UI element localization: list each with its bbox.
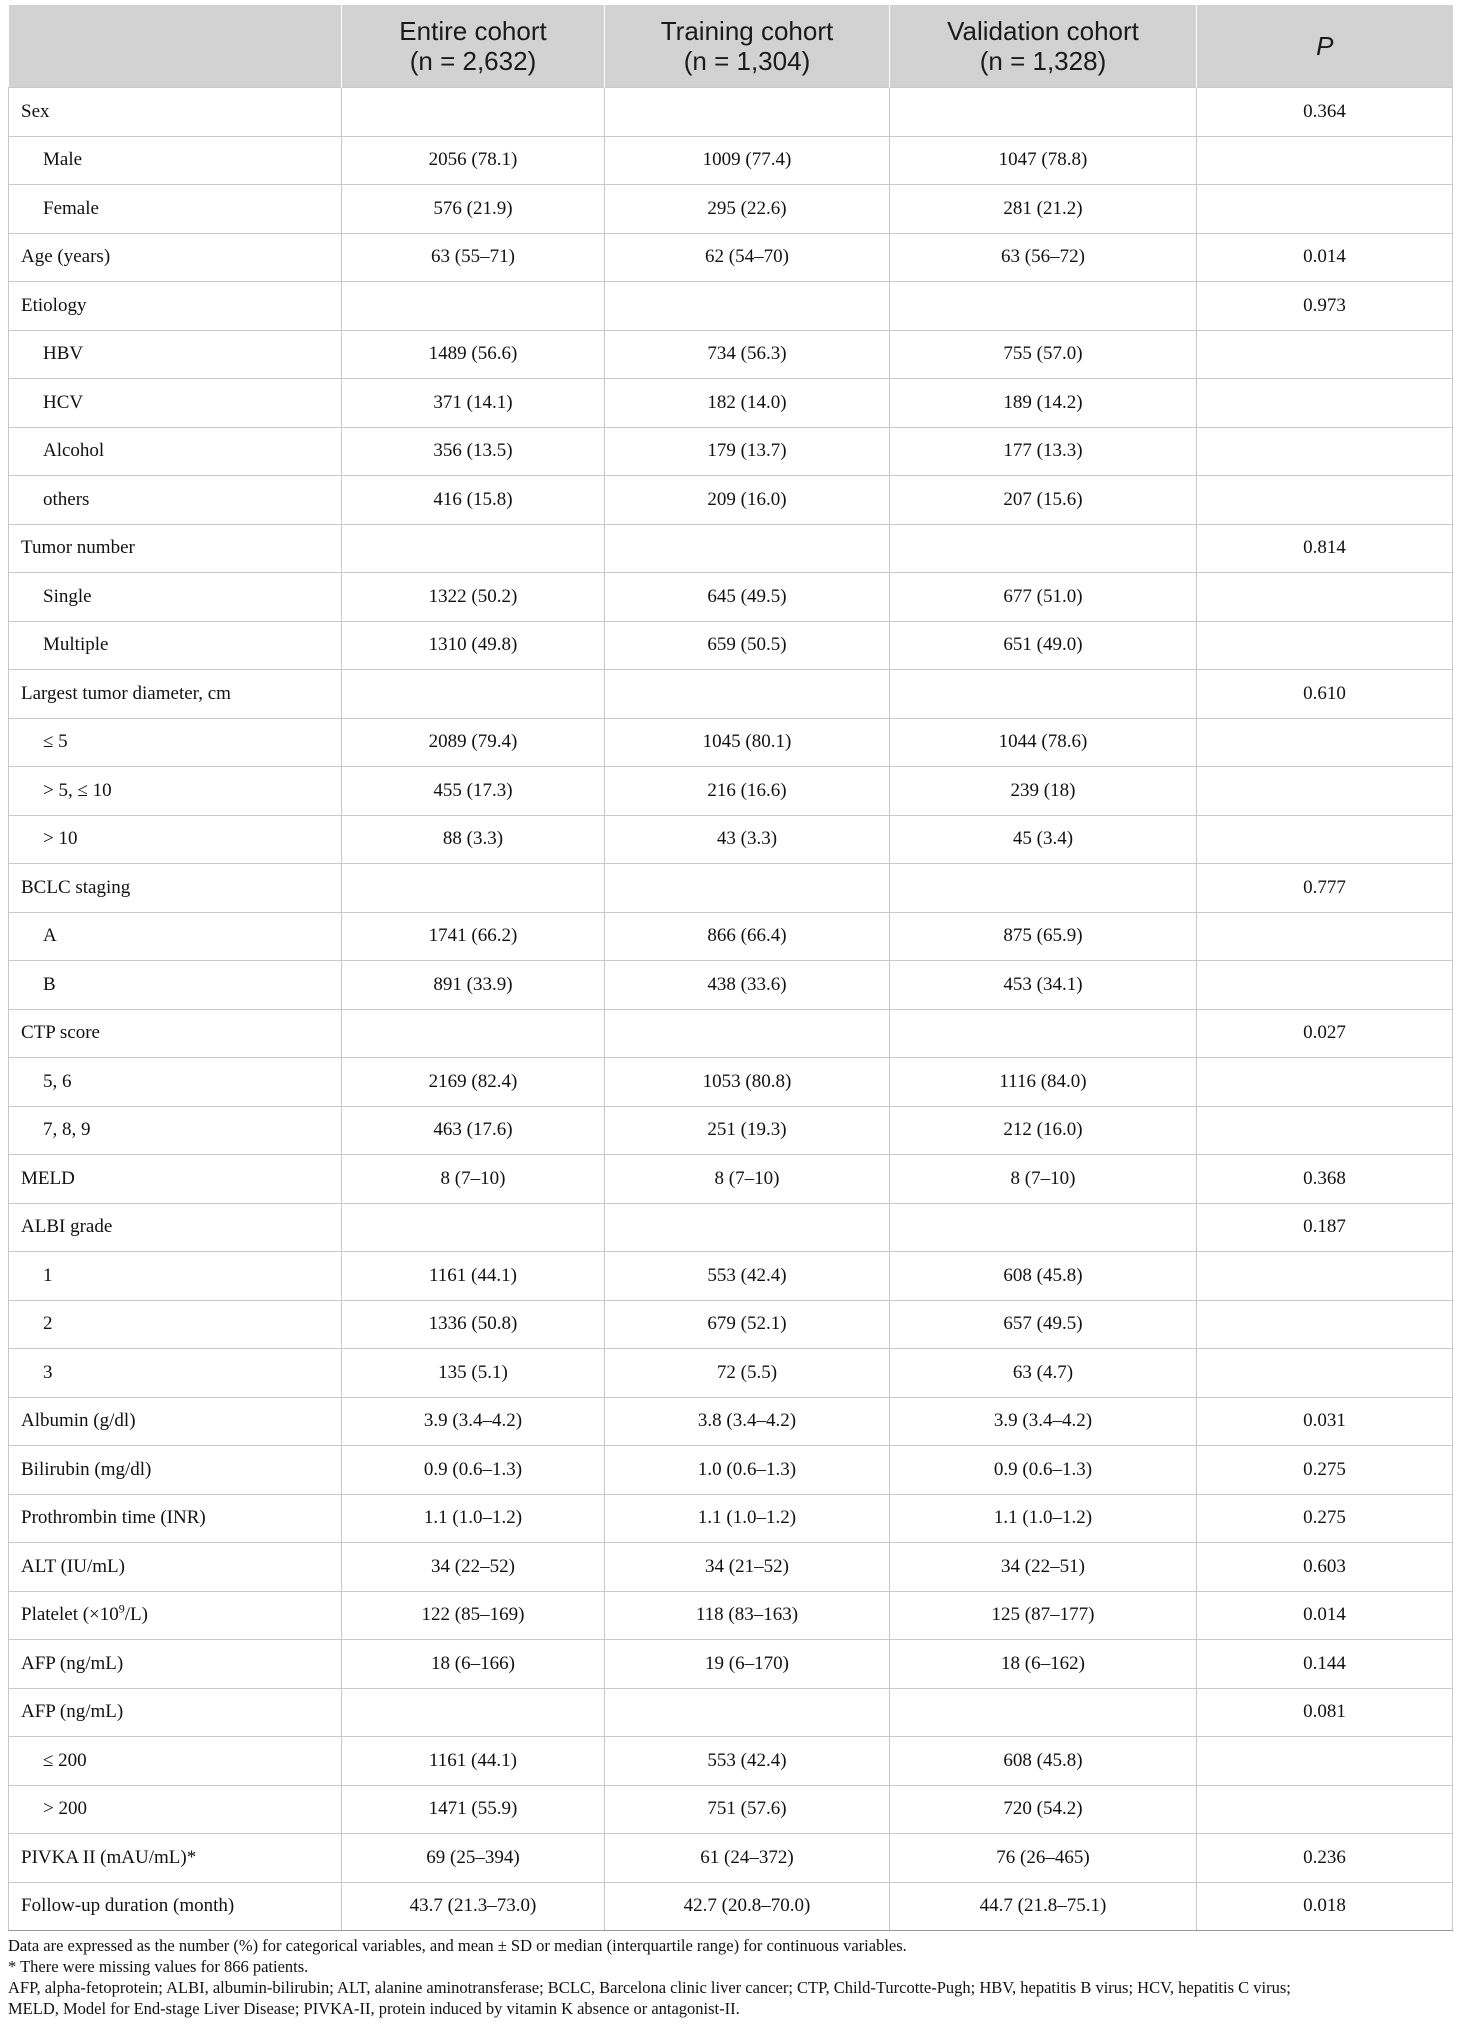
cell-training-cohort: 209 (16.0) (605, 476, 890, 525)
cell-p-value (1197, 961, 1453, 1010)
row-sublabel (9, 1106, 342, 1155)
header-training-cohort-title: Training cohort (660, 16, 834, 46)
table-row (9, 282, 1453, 331)
cell-training-cohort (605, 1688, 890, 1737)
cell-training-cohort: 1053 (80.8) (605, 1058, 890, 1107)
cell-validation-cohort: 177 (13.3) (890, 427, 1197, 476)
row-label-text: AFP (ng/mL) (21, 1701, 124, 1723)
cell-entire-cohort: 891 (33.9) (342, 961, 605, 1010)
table-row (9, 1349, 1453, 1398)
row-sublabel (9, 912, 342, 961)
row-label-text: B (43, 973, 56, 995)
cell-entire-cohort: 0.9 (0.6–1.3) (342, 1446, 605, 1495)
cell-p-value: 0.275 (1197, 1446, 1453, 1495)
row-label-text: AFP (ng/mL) (21, 1652, 124, 1674)
cell-validation-cohort (890, 1688, 1197, 1737)
baseline-characteristics-table-container (8, 5, 1452, 1931)
cell-p-value (1197, 815, 1453, 864)
cell-training-cohort: 182 (14.0) (605, 379, 890, 428)
row-label (9, 1882, 342, 1931)
row-label-text: 7, 8, 9 (43, 1119, 91, 1141)
baseline-characteristics-table (8, 5, 1453, 1931)
cell-entire-cohort: 88 (3.3) (342, 815, 605, 864)
row-label (9, 1688, 342, 1737)
table-row (9, 1252, 1453, 1301)
table-row (9, 621, 1453, 670)
row-label (9, 1543, 342, 1592)
cell-p-value (1197, 718, 1453, 767)
cell-validation-cohort (890, 1203, 1197, 1252)
cell-p-value: 0.368 (1197, 1155, 1453, 1204)
cell-training-cohort: 645 (49.5) (605, 573, 890, 622)
cell-validation-cohort: 1116 (84.0) (890, 1058, 1197, 1107)
cell-validation-cohort (890, 864, 1197, 913)
row-label (9, 1591, 342, 1640)
table-row (9, 1785, 1453, 1834)
cell-p-value (1197, 136, 1453, 185)
cell-validation-cohort: 608 (45.8) (890, 1737, 1197, 1786)
row-sublabel (9, 621, 342, 670)
cell-entire-cohort: 1161 (44.1) (342, 1252, 605, 1301)
header-p-value (1197, 5, 1453, 88)
row-label-text: Follow-up duration (month) (21, 1895, 235, 1917)
table-row (9, 330, 1453, 379)
row-label-text: 1 (43, 1264, 53, 1286)
cell-entire-cohort: 1161 (44.1) (342, 1737, 605, 1786)
cell-training-cohort: 251 (19.3) (605, 1106, 890, 1155)
row-label-text: Alcohol (43, 440, 105, 462)
row-sublabel (9, 1252, 342, 1301)
row-label-text: HCV (43, 391, 84, 413)
table-row (9, 718, 1453, 767)
cell-training-cohort (605, 864, 890, 913)
cell-training-cohort (605, 1009, 890, 1058)
table-row (9, 961, 1453, 1010)
table-footnotes (8, 1935, 1452, 2019)
cell-p-value (1197, 476, 1453, 525)
table-row (9, 136, 1453, 185)
table-row (9, 1543, 1453, 1592)
row-label (9, 524, 342, 573)
header-validation-cohort-n: (n = 1,328) (979, 46, 1107, 76)
row-label (9, 1397, 342, 1446)
header-entire-cohort-title: Entire cohort (399, 16, 547, 46)
cell-training-cohort (605, 1203, 890, 1252)
table-row (9, 427, 1453, 476)
cell-entire-cohort: 2169 (82.4) (342, 1058, 605, 1107)
cell-p-value (1197, 330, 1453, 379)
cell-training-cohort: 216 (16.6) (605, 767, 890, 816)
row-label-text: 5, 6 (43, 1070, 72, 1092)
row-sublabel (9, 330, 342, 379)
row-label (9, 1494, 342, 1543)
cell-validation-cohort: 207 (15.6) (890, 476, 1197, 525)
row-label-text: Albumin (g/dl) (21, 1410, 136, 1432)
row-label-text: CTP score (21, 1022, 100, 1044)
table-row (9, 864, 1453, 913)
cell-training-cohort: 751 (57.6) (605, 1785, 890, 1834)
cell-p-value: 0.275 (1197, 1494, 1453, 1543)
row-label-text: others (43, 488, 90, 510)
cell-training-cohort: 734 (56.3) (605, 330, 890, 379)
row-label (9, 1009, 342, 1058)
cell-validation-cohort: 63 (56–72) (890, 233, 1197, 282)
cell-validation-cohort: 720 (54.2) (890, 1785, 1197, 1834)
header-validation-cohort (890, 5, 1197, 88)
cell-training-cohort: 179 (13.7) (605, 427, 890, 476)
cell-training-cohort: 8 (7–10) (605, 1155, 890, 1204)
row-sublabel (9, 427, 342, 476)
cell-training-cohort (605, 524, 890, 573)
cell-p-value: 0.236 (1197, 1834, 1453, 1883)
cell-training-cohort: 118 (83–163) (605, 1591, 890, 1640)
cell-entire-cohort (342, 670, 605, 719)
cell-entire-cohort: 463 (17.6) (342, 1106, 605, 1155)
header-variable (9, 5, 342, 88)
cell-p-value: 0.014 (1197, 1591, 1453, 1640)
cell-training-cohort: 42.7 (20.8–70.0) (605, 1882, 890, 1931)
cell-entire-cohort: 1471 (55.9) (342, 1785, 605, 1834)
cell-validation-cohort: 189 (14.2) (890, 379, 1197, 428)
cell-validation-cohort: 34 (22–51) (890, 1543, 1197, 1592)
row-label-text: Etiology (21, 294, 87, 316)
cell-training-cohort: 679 (52.1) (605, 1300, 890, 1349)
cell-entire-cohort: 1310 (49.8) (342, 621, 605, 670)
cell-p-value: 0.018 (1197, 1882, 1453, 1931)
table-row (9, 1446, 1453, 1495)
cell-p-value (1197, 1349, 1453, 1398)
cell-validation-cohort: 608 (45.8) (890, 1252, 1197, 1301)
row-label-text: HBV (43, 343, 84, 365)
row-label-text: ALBI grade (21, 1216, 113, 1238)
row-sublabel (9, 476, 342, 525)
row-label (9, 88, 342, 137)
row-label (9, 233, 342, 282)
cell-validation-cohort (890, 670, 1197, 719)
cell-validation-cohort: 8 (7–10) (890, 1155, 1197, 1204)
cell-entire-cohort (342, 282, 605, 331)
footnote-abbreviations: AFP, alpha-fetoprotein; ALBI, albumin-bilirubin; ALT, alanine aminotransferase; BCLC, Barcelona clinic liver cancer; CTP, Child-Turcotte-Pugh; HBV, hepatitis B virus; HCV, hepatitis C virus; (8, 1978, 1291, 1997)
table-row (9, 1591, 1453, 1640)
cell-entire-cohort: 122 (85–169) (342, 1591, 605, 1640)
cell-entire-cohort (342, 1009, 605, 1058)
table-row (9, 476, 1453, 525)
header-training-cohort (605, 5, 890, 88)
row-sublabel (9, 573, 342, 622)
cell-validation-cohort: 45 (3.4) (890, 815, 1197, 864)
cell-entire-cohort: 3.9 (3.4–4.2) (342, 1397, 605, 1446)
table-row (9, 524, 1453, 573)
cell-validation-cohort (890, 88, 1197, 137)
cell-validation-cohort: 1044 (78.6) (890, 718, 1197, 767)
cell-training-cohort: 1045 (80.1) (605, 718, 890, 767)
cell-p-value (1197, 185, 1453, 234)
cell-validation-cohort (890, 524, 1197, 573)
cell-validation-cohort: 3.9 (3.4–4.2) (890, 1397, 1197, 1446)
table-row (9, 1737, 1453, 1786)
header-entire-cohort (342, 5, 605, 88)
cell-validation-cohort: 18 (6–162) (890, 1640, 1197, 1689)
cell-training-cohort: 61 (24–372) (605, 1834, 890, 1883)
cell-p-value: 0.144 (1197, 1640, 1453, 1689)
cell-validation-cohort: 1047 (78.8) (890, 136, 1197, 185)
cell-entire-cohort: 63 (55–71) (342, 233, 605, 282)
cell-entire-cohort: 576 (21.9) (342, 185, 605, 234)
cell-training-cohort: 553 (42.4) (605, 1252, 890, 1301)
cell-p-value (1197, 912, 1453, 961)
cell-training-cohort: 659 (50.5) (605, 621, 890, 670)
cell-training-cohort: 19 (6–170) (605, 1640, 890, 1689)
footnote-missing-values: * There were missing values for 866 patients. (8, 1957, 309, 1976)
cell-entire-cohort: 371 (14.1) (342, 379, 605, 428)
cell-validation-cohort: 0.9 (0.6–1.3) (890, 1446, 1197, 1495)
row-sublabel (9, 961, 342, 1010)
cell-training-cohort: 295 (22.6) (605, 185, 890, 234)
cell-training-cohort: 72 (5.5) (605, 1349, 890, 1398)
cell-p-value: 0.814 (1197, 524, 1453, 573)
cell-entire-cohort (342, 864, 605, 913)
row-label-text: Largest tumor diameter, cm (21, 682, 231, 704)
cell-validation-cohort: 657 (49.5) (890, 1300, 1197, 1349)
cell-p-value (1197, 621, 1453, 670)
cell-validation-cohort: 281 (21.2) (890, 185, 1197, 234)
table-row (9, 767, 1453, 816)
cell-validation-cohort: 44.7 (21.8–75.1) (890, 1882, 1197, 1931)
cell-p-value: 0.187 (1197, 1203, 1453, 1252)
table-row (9, 1494, 1453, 1543)
cell-validation-cohort: 63 (4.7) (890, 1349, 1197, 1398)
cell-entire-cohort: 8 (7–10) (342, 1155, 605, 1204)
cell-entire-cohort: 34 (22–52) (342, 1543, 605, 1592)
row-label-text: ≤ 200 (43, 1749, 87, 1771)
row-label-text: 3 (43, 1361, 53, 1383)
table-row (9, 1397, 1453, 1446)
row-sublabel (9, 1349, 342, 1398)
row-label-text: > 200 (43, 1798, 87, 1820)
header-validation-cohort-title: Validation cohort (947, 16, 1139, 46)
cell-entire-cohort: 356 (13.5) (342, 427, 605, 476)
cell-p-value: 0.014 (1197, 233, 1453, 282)
row-label-text: 2 (43, 1313, 53, 1335)
table-row (9, 1640, 1453, 1689)
row-sublabel (9, 1300, 342, 1349)
cell-validation-cohort: 212 (16.0) (890, 1106, 1197, 1155)
cell-p-value (1197, 1737, 1453, 1786)
row-label-text: > 5, ≤ 10 (43, 779, 112, 801)
table-row (9, 1834, 1453, 1883)
cell-validation-cohort: 875 (65.9) (890, 912, 1197, 961)
cell-p-value: 0.027 (1197, 1009, 1453, 1058)
cell-p-value: 0.031 (1197, 1397, 1453, 1446)
row-label (9, 1203, 342, 1252)
cell-entire-cohort: 2089 (79.4) (342, 718, 605, 767)
table-row (9, 1882, 1453, 1931)
row-label (9, 670, 342, 719)
table-row (9, 670, 1453, 719)
cell-entire-cohort: 455 (17.3) (342, 767, 605, 816)
header-training-cohort-n: (n = 1,304) (683, 46, 811, 76)
cell-entire-cohort (342, 1688, 605, 1737)
row-label-superscript: 9 (118, 1601, 125, 1616)
row-label-text: ALT (IU/mL) (21, 1555, 125, 1577)
cell-validation-cohort: 651 (49.0) (890, 621, 1197, 670)
cell-p-value (1197, 1300, 1453, 1349)
cell-training-cohort: 1009 (77.4) (605, 136, 890, 185)
cell-entire-cohort: 1741 (66.2) (342, 912, 605, 961)
row-label-text: Multiple (43, 634, 109, 656)
cell-training-cohort: 62 (54–70) (605, 233, 890, 282)
cell-validation-cohort: 76 (26–465) (890, 1834, 1197, 1883)
row-label (9, 1155, 342, 1204)
row-sublabel (9, 136, 342, 185)
row-label-text: Prothrombin time (INR) (21, 1507, 206, 1529)
table-row (9, 1009, 1453, 1058)
cell-training-cohort: 34 (21–52) (605, 1543, 890, 1592)
table-row (9, 379, 1453, 428)
cell-p-value (1197, 767, 1453, 816)
row-label (9, 1640, 342, 1689)
cell-p-value (1197, 427, 1453, 476)
cell-entire-cohort (342, 524, 605, 573)
table-row (9, 1203, 1453, 1252)
table-body (9, 88, 1453, 1931)
row-label-text: Single (43, 585, 92, 607)
header-entire-cohort-n: (n = 2,632) (409, 46, 537, 76)
cell-p-value (1197, 379, 1453, 428)
table-row (9, 1058, 1453, 1107)
table-header-row (9, 5, 1453, 88)
row-label-text: BCLC staging (21, 876, 131, 898)
cell-entire-cohort: 416 (15.8) (342, 476, 605, 525)
row-label-text: PIVKA II (mAU/mL)* (21, 1846, 197, 1868)
row-sublabel (9, 718, 342, 767)
row-label (9, 1446, 342, 1495)
row-label (9, 864, 342, 913)
cell-validation-cohort: 239 (18) (890, 767, 1197, 816)
cell-p-value: 0.973 (1197, 282, 1453, 331)
cell-p-value (1197, 1785, 1453, 1834)
row-label-text: Tumor number (21, 537, 135, 559)
row-sublabel (9, 1058, 342, 1107)
row-label-text: MELD (21, 1167, 75, 1189)
table-row (9, 185, 1453, 234)
row-label-text: Platelet (×10 (21, 1604, 119, 1626)
table-row (9, 233, 1453, 282)
cell-validation-cohort: 755 (57.0) (890, 330, 1197, 379)
cell-entire-cohort: 1322 (50.2) (342, 573, 605, 622)
cell-training-cohort: 438 (33.6) (605, 961, 890, 1010)
row-label-suffix: /L) (124, 1604, 148, 1626)
table-row (9, 912, 1453, 961)
row-sublabel (9, 185, 342, 234)
row-sublabel (9, 379, 342, 428)
row-label-text: Age (years) (21, 246, 111, 268)
cell-p-value (1197, 1106, 1453, 1155)
cell-training-cohort (605, 670, 890, 719)
cell-p-value: 0.777 (1197, 864, 1453, 913)
cell-training-cohort: 553 (42.4) (605, 1737, 890, 1786)
row-label (9, 1834, 342, 1883)
table-row (9, 573, 1453, 622)
cell-p-value (1197, 1058, 1453, 1107)
cell-entire-cohort: 18 (6–166) (342, 1640, 605, 1689)
table-row (9, 1106, 1453, 1155)
cell-validation-cohort (890, 1009, 1197, 1058)
cell-entire-cohort: 1.1 (1.0–1.2) (342, 1494, 605, 1543)
row-label (9, 282, 342, 331)
cell-validation-cohort: 1.1 (1.0–1.2) (890, 1494, 1197, 1543)
header-p-label: P (1316, 31, 1334, 61)
cell-entire-cohort: 43.7 (21.3–73.0) (342, 1882, 605, 1931)
cell-training-cohort (605, 88, 890, 137)
cell-p-value: 0.081 (1197, 1688, 1453, 1737)
table-row (9, 1155, 1453, 1204)
row-label-text: Female (43, 197, 99, 219)
row-sublabel (9, 1737, 342, 1786)
cell-entire-cohort: 2056 (78.1) (342, 136, 605, 185)
row-label-text: Male (43, 149, 83, 171)
footnote-data-expression: Data are expressed as the number (%) for categorical variables, and mean ± SD or median (interquartile range) for continuous variables. (8, 1936, 907, 1955)
row-label-text: A (43, 925, 57, 947)
cell-entire-cohort (342, 1203, 605, 1252)
cell-validation-cohort: 125 (87–177) (890, 1591, 1197, 1640)
cell-training-cohort: 1.0 (0.6–1.3) (605, 1446, 890, 1495)
cell-training-cohort: 1.1 (1.0–1.2) (605, 1494, 890, 1543)
cell-entire-cohort: 1336 (50.8) (342, 1300, 605, 1349)
row-sublabel (9, 767, 342, 816)
row-sublabel (9, 815, 342, 864)
cell-entire-cohort: 69 (25–394) (342, 1834, 605, 1883)
cell-entire-cohort: 1489 (56.6) (342, 330, 605, 379)
cell-validation-cohort (890, 282, 1197, 331)
row-label-text: Sex (21, 100, 50, 122)
row-label-text: Bilirubin (mg/dl) (21, 1458, 152, 1480)
table-row (9, 1300, 1453, 1349)
footnote-abbreviations-cont: MELD, Model for End-stage Liver Disease; PIVKA-II, protein induced by vitamin K absence or antagonist-II. (8, 1999, 740, 2018)
cell-p-value (1197, 573, 1453, 622)
table-row (9, 1688, 1453, 1737)
cell-entire-cohort (342, 88, 605, 137)
row-label-text: > 10 (43, 828, 78, 850)
cell-training-cohort: 43 (3.3) (605, 815, 890, 864)
table-row (9, 88, 1453, 137)
cell-validation-cohort: 453 (34.1) (890, 961, 1197, 1010)
row-label-text: ≤ 5 (43, 731, 68, 753)
row-sublabel (9, 1785, 342, 1834)
cell-training-cohort (605, 282, 890, 331)
cell-p-value (1197, 1252, 1453, 1301)
cell-p-value: 0.610 (1197, 670, 1453, 719)
cell-training-cohort: 866 (66.4) (605, 912, 890, 961)
cell-training-cohort: 3.8 (3.4–4.2) (605, 1397, 890, 1446)
cell-p-value: 0.364 (1197, 88, 1453, 137)
table-row (9, 815, 1453, 864)
cell-entire-cohort: 135 (5.1) (342, 1349, 605, 1398)
cell-validation-cohort: 677 (51.0) (890, 573, 1197, 622)
cell-p-value: 0.603 (1197, 1543, 1453, 1592)
